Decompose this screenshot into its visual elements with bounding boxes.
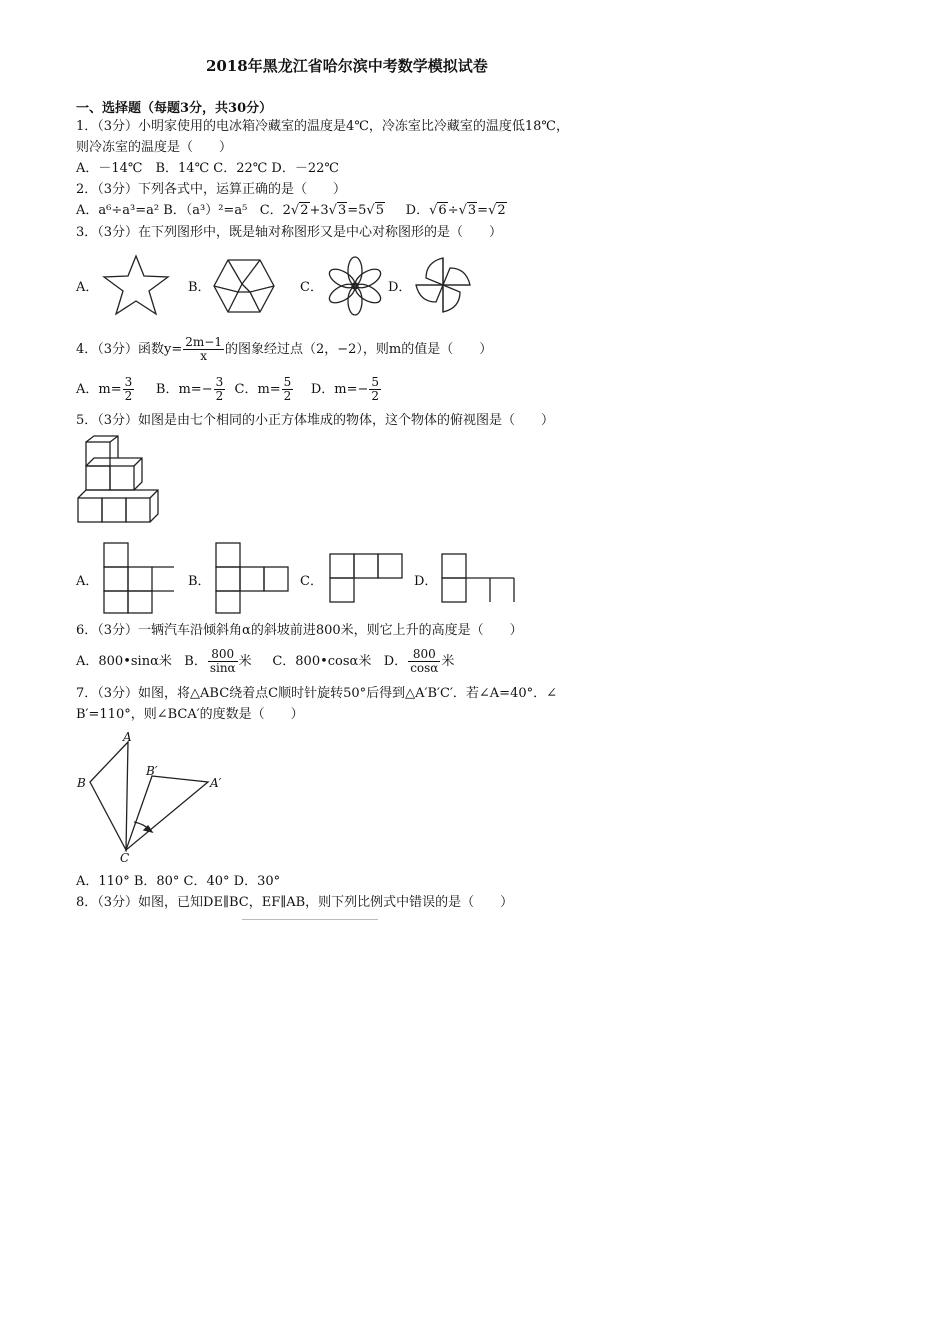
q3-hexagon-figure bbox=[212, 258, 276, 314]
q8-stem: 8．（3分）如图，已知DE∥BC，EF∥AB，则下列比例式中错误的是（ ） bbox=[76, 895, 514, 910]
q1-options: A．－14℃ B．14℃ C．22℃ D．－22℃ bbox=[76, 161, 339, 176]
q3-pinwheel-figure bbox=[412, 254, 474, 316]
q1-stem-line1: 1．（3分）小明家使用的电冰箱冷藏室的温度是4℃，冷冻室比冷藏室的温度低18℃， bbox=[76, 119, 569, 134]
q5-stem: 5．（3分）如图是由七个相同的小正方体堆成的物体，这个物体的俯视图是（ ） bbox=[76, 413, 555, 428]
q5-cube-stack-figure bbox=[76, 438, 166, 528]
q6-option-d: D． $\frac{800}{\cos\alpha}$ 米 bbox=[383, 647, 455, 675]
q5-label-d: D． bbox=[414, 574, 438, 589]
q5-label-a: A． bbox=[76, 574, 99, 589]
q7-stem-line2: B′=110°，则∠BCA′的度数是（ ） bbox=[76, 707, 304, 722]
q5-top-view-a bbox=[102, 541, 178, 615]
q5-top-view-d bbox=[440, 552, 516, 604]
q4-option-d: D．m=− $\frac{5}{2}$ bbox=[310, 375, 380, 403]
section-heading: 一、选择题（每题3分，共30分） bbox=[76, 101, 273, 116]
q1-stem-line2: 则冷冻室的温度是（ ） bbox=[76, 140, 233, 155]
q6-option-a: A．800•sinα米 bbox=[76, 654, 172, 669]
q6-stem: 6．（3分）一辆汽车沿倾斜角α的斜坡前进800米，则它上升的高度是（ ） bbox=[76, 623, 523, 638]
q8-figure-cropped-edge bbox=[242, 919, 378, 920]
q4-option-b: B．m=− $\frac{3}{2}$ bbox=[155, 375, 224, 403]
q4-stem: 4．（3分）函数y= $\frac{2m-1}{x}$ 的图象经过点（2，−2），则m的值是（ ） bbox=[76, 335, 493, 363]
q4-option-c: C．m= $\frac{5}{2}$ bbox=[234, 375, 292, 403]
q5-label-b: B． bbox=[188, 574, 211, 589]
q2-stem: 2．（3分）下列各式中，运算正确的是（ ） bbox=[76, 182, 347, 197]
q7-label-b-prime: B′ bbox=[146, 764, 158, 778]
q7-rotation-figure bbox=[74, 730, 234, 866]
q3-star-figure bbox=[102, 254, 170, 316]
q3-flower-figure bbox=[326, 256, 384, 316]
q7-label-c: C bbox=[120, 851, 130, 865]
q6-options bbox=[76, 648, 454, 675]
q2-options bbox=[76, 202, 507, 220]
q4-function-fraction: $\frac{2m-1}{x}$ bbox=[185, 335, 222, 363]
q6-option-c: C．800•cosα米 bbox=[272, 654, 372, 669]
q5-top-view-c bbox=[328, 552, 404, 604]
q3-stem: 3．（3分）在下列图形中，既是轴对称图形又是中心对称图形的是（ ） bbox=[76, 225, 503, 240]
q4-options bbox=[76, 376, 382, 403]
q6-option-b: B． $\frac{800}{\sin\alpha}$ 米 bbox=[184, 647, 252, 675]
q3-label-a: A． bbox=[76, 280, 99, 295]
q2-option-a: A．a⁶÷a³=a² bbox=[76, 203, 160, 218]
q7-label-b: B bbox=[77, 776, 86, 790]
q4-option-a: A．m= $\frac{3}{2}$ bbox=[76, 375, 133, 403]
q7-label-a-prime: A′ bbox=[210, 776, 222, 790]
q7-label-a: A bbox=[123, 730, 132, 744]
q2-option-b: B．（a³）²=a⁵ bbox=[163, 203, 248, 218]
page-title: 2018年黑龙江省哈尔滨中考数学模拟试卷 bbox=[206, 57, 488, 75]
q5-top-view-b bbox=[214, 541, 290, 615]
q2-option-c: C．2√2+3√3=5√5 bbox=[259, 203, 384, 218]
q5-label-c: C． bbox=[300, 574, 323, 589]
q2-option-d: D．√6÷√3=√2 bbox=[405, 203, 506, 218]
q3-label-c: C． bbox=[300, 280, 323, 295]
q7-stem-line1: 7．（3分）如图，将△ABC绕着点C顺时针旋转50°后得到△A′B′C′．若∠A=40°．∠ bbox=[76, 686, 558, 701]
q7-options: A．110° B．80° C．40° D．30° bbox=[76, 874, 281, 889]
q3-label-d: D． bbox=[388, 280, 412, 295]
q3-label-b: B． bbox=[188, 280, 211, 295]
